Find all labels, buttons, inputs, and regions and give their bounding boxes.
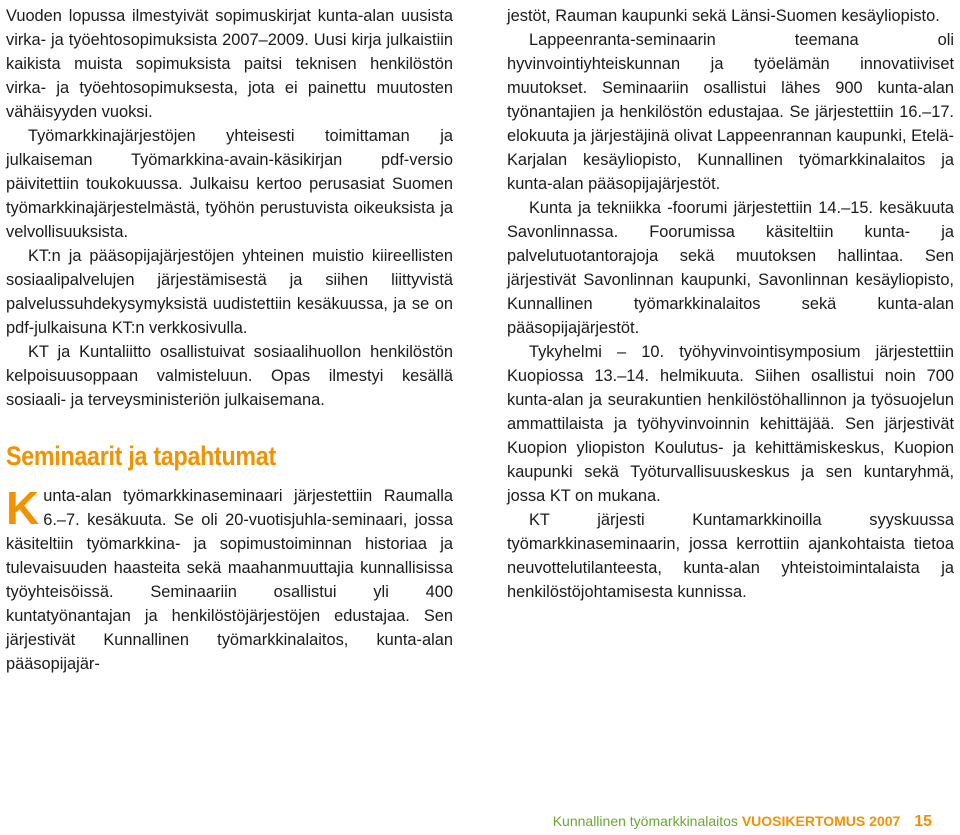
paragraph: KT ja Kuntaliitto osallistuivat sosiaalihuollon henkilöstön kelpoisuusoppaan valmisteluun. Opas ilmestyi kesällä sosiaali- ja terveysministeriön julkaisemana. bbox=[6, 343, 453, 409]
footer-year: 2007 bbox=[869, 813, 901, 829]
paragraph: jestöt, Rauman kaupunki sekä Länsi-Suomen kesäyliopisto. bbox=[507, 7, 940, 25]
paragraph: Vuoden lopussa ilmestyivät sopimuskirjat kunta-alan uusista virka- ja työehtosopimuksista 2007–2009. Uusi kirja julkaistiin kaikista muista sopimuksista paitsi teknisen henkilöstön virka- ja työehtosopimuksesta, jota ei painettu muutosten vähäisyyden vuoksi. bbox=[6, 7, 453, 121]
section-heading: Seminaarit ja tapahtumat bbox=[6, 441, 276, 471]
paragraph: Tykyhelmi – 10. työhyvinvointisymposium järjestettiin Kuopiossa 13.–14. helmikuuta. Siihen osallistui noin 700 kunta-alan ja seurakuntien henkilöstöhallinnon ja työsuojelun ammattilaista ja työhyvinvoinnin kehittäjää. Sen järjestivät Kuopion yliopiston Koulutus- ja kehittämiskeskus, Kuopion kaupunki sekä Työturvallisuuskeskus ja sen kuntaryhmä, jossa KT on mukana. bbox=[507, 343, 954, 505]
lead-paragraph-text: unta-alan työmarkkinaseminaari järjestettiin Raumalla 6.–7. kesäkuuta. Se oli 20-vuotisjuhla-seminaari, jossa käsiteltiin työmarkkina- ja sopimustoiminnan historiaa ja tulevaisuuden haasteita sekä maahanmuuttajia kunnallisissa työyhteisöissä. Seminaariin osallistui yli 400 kuntatyönantajan ja henkilöstöjärjestöjen edustajaa. Sen järjestivät Kunnallinen työmarkkinalaitos, kunta-alan pääsopijajär- bbox=[6, 487, 453, 673]
paragraph: KT:n ja pääsopijajärjestöjen yhteinen muistio kiireellisten sosiaalipalvelujen järjestämisestä ja siihen liittyvistä palvelussuhdekysymyksistä uudistettiin kesäkuussa, ja se on pdf-julkaisuna KT:n verkkosivulla. bbox=[6, 247, 453, 337]
left-column bbox=[6, 4, 453, 676]
page-footer bbox=[553, 812, 932, 831]
footer-org: Kunnallinen työmarkkinalaitos bbox=[552, 813, 738, 829]
paragraph: Kunta ja tekniikka -foorumi järjestettiin 14.–15. kesäkuuta Savonlinnassa. Foorumissa käsiteltiin kunta- ja palvelutuotantorajoja sekä muutoksen hallintaa. Sen järjestivät Savonlinnan kaupunki, Savonlinnan kesäyliopisto, Kunnallinen työmarkkinalaitos sekä kunta-alan pääsopijajärjestöt. bbox=[507, 199, 954, 337]
drop-cap: K bbox=[6, 482, 40, 534]
right-column bbox=[507, 4, 954, 604]
lead-paragraph bbox=[6, 484, 453, 676]
footer-report-title: VUOSIKERTOMUS bbox=[741, 813, 866, 829]
paragraph: Lappeenranta-seminaarin teemana oli hyvinvointiyhteiskunnan ja työelämän innovatiiviset muutokset. Seminaariin osallistui lähes 900 kunta-alan työnantajien ja henkilöstön edustajaa. Se järjestettiin 16.–17. elokuuta ja järjestäjinä olivat Lappeenrannan kaupunki, Etelä-Karjalan kesäyliopisto, Kunnallinen työmarkkinalaitos ja kunta-alan pääsopijajärjestöt. bbox=[507, 31, 954, 193]
page-number: 15 bbox=[914, 813, 932, 830]
paragraph: Työmarkkinajärjestöjen yhteisesti toimittaman ja julkaiseman Työmarkkina-avain-käsikirjan pdf-versio päivitettiin toukokuussa. Julkaisu kertoo perusasiat Suomen työmarkkinajärjestelmästä, työhön perustuvista oikeuksista ja velvollisuuksista. bbox=[6, 127, 453, 241]
paragraph: KT järjesti Kuntamarkkinoilla syyskuussa työmarkkinaseminaarin, jossa kerrottiin ajankohtaista tietoa neuvottelutilanteesta, kunta-alan yhteistoimintalaista ja henkilöstöjohtamisesta kunnissa. bbox=[507, 511, 954, 601]
